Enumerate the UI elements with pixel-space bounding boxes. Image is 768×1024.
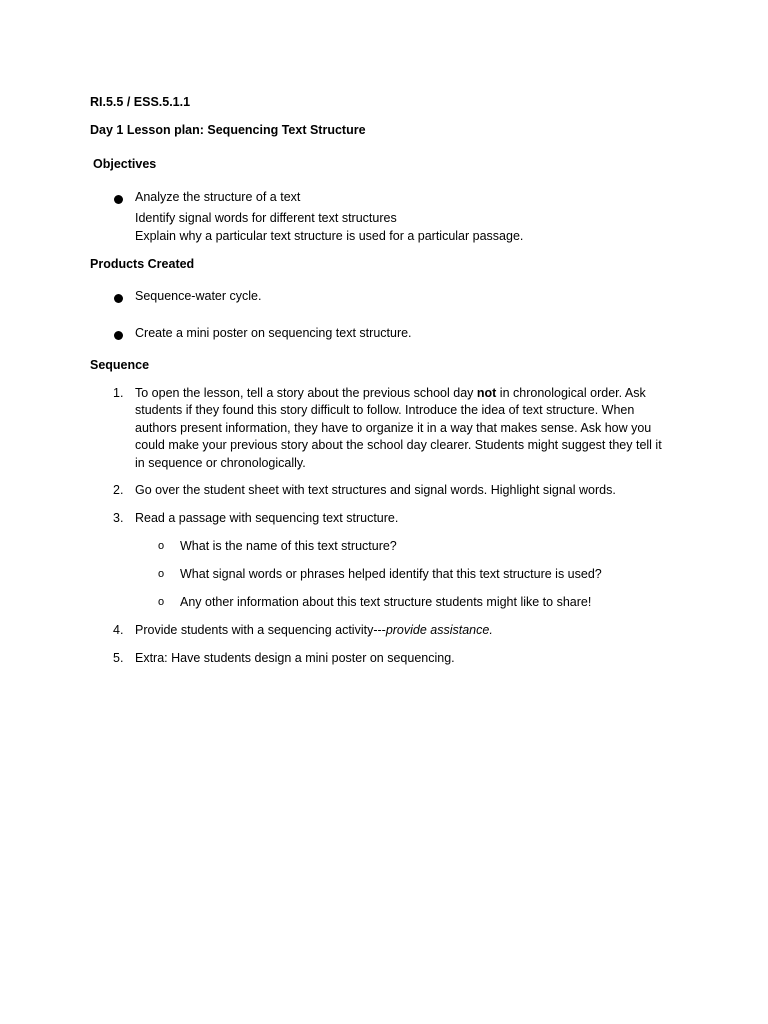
step-number: 1. [113, 386, 124, 400]
objectives-heading: Objectives [93, 157, 157, 171]
italic-text: provide assistance. [385, 623, 493, 637]
sub-item: What is the name of this text structure? [180, 539, 397, 553]
step-number: 4. [113, 623, 124, 637]
step-text-line: authors present information, they have to organize it in a way that makes sense. Ask how you [135, 421, 652, 435]
step-text-line: could make your previous story about the school day clearer. Students might suggest they tell it [135, 438, 662, 452]
step-text: Go over the student sheet with text structures and signal words. Highlight signal words. [135, 483, 616, 497]
bullet-icon [114, 331, 123, 340]
objective-item: Identify signal words for different text structures [135, 211, 397, 225]
sub-bullet-icon: o [158, 540, 165, 552]
emphasis-text: not [476, 386, 497, 400]
products-heading: Products Created [90, 257, 195, 271]
standard-code: RI.5.5 / ESS.5.1.1 [90, 95, 191, 109]
bullet-icon [114, 294, 123, 303]
sub-item: What signal words or phrases helped identify that this text structure is used? [180, 567, 602, 581]
bullet-icon [114, 195, 123, 204]
sub-item: Any other information about this text structure students might like to share! [180, 595, 592, 609]
lesson-title: Day 1 Lesson plan: Sequencing Text Structure [90, 123, 366, 137]
step-text-line: students if they found this story difficult to follow. Introduce the idea of text structure. When [135, 403, 635, 417]
sub-bullet-icon: o [158, 596, 165, 608]
step-text-segment: in chronological order. Ask [496, 386, 646, 400]
step-text-segment: To open the lesson, tell a story about the previous school day [135, 386, 477, 400]
step-text [135, 621, 680, 639]
step-text: Read a passage with sequencing text structure. [135, 511, 399, 525]
product-item: Sequence-water cycle. [135, 289, 262, 303]
step-text: Extra: Have students design a mini poster on sequencing. [135, 651, 455, 665]
step-number: 3. [113, 511, 124, 525]
sequence-heading: Sequence [90, 358, 150, 372]
sub-bullet-icon: o [158, 568, 165, 580]
step-text-segment: Provide students with a sequencing activity--- [135, 623, 386, 637]
step-text-line: in sequence or chronologically. [135, 456, 306, 470]
objective-item: Analyze the structure of a text [135, 190, 301, 204]
objective-item: Explain why a particular text structure is used for a particular passage. [135, 229, 524, 243]
step-number: 2. [113, 483, 124, 497]
step-text [135, 384, 680, 402]
product-item: Create a mini poster on sequencing text structure. [135, 326, 412, 340]
step-number: 5. [113, 651, 124, 665]
